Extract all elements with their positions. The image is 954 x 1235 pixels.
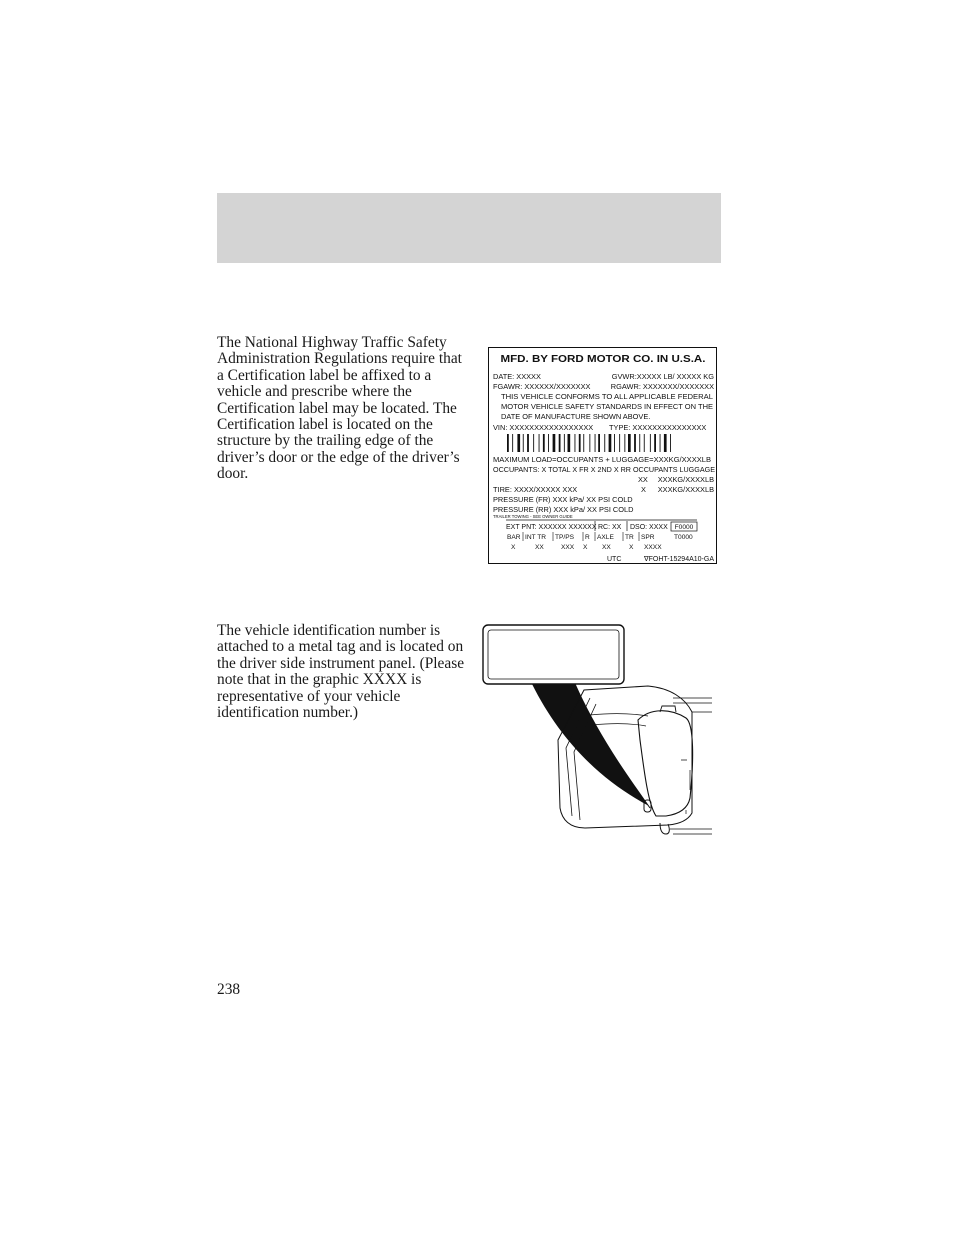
label-dso: DSO: XXXX — [630, 524, 668, 531]
barcode-bar — [609, 434, 612, 452]
label-rgawr: RGAWR: XXXXXXX/XXXXXXX — [610, 382, 714, 391]
barcode-bar — [644, 434, 645, 452]
barcode-bar — [564, 434, 565, 452]
barcode-bar — [583, 434, 584, 452]
certification-label-illustration — [488, 347, 717, 564]
barcode-bar — [604, 434, 605, 452]
barcode-bar — [664, 434, 667, 452]
code-header-3: R — [585, 534, 590, 541]
label-tire: TIRE: XXXX/XXXXX XXX — [493, 485, 578, 494]
barcode-bar — [654, 434, 656, 452]
label-code-box: F0000 — [674, 524, 694, 531]
code-value-5: X — [629, 544, 634, 551]
barcode-bar — [543, 434, 545, 452]
label-title: MFD. BY FORD MOTOR CO. IN U.S.A. — [500, 353, 706, 365]
code-value-4: XX — [602, 544, 611, 551]
code-header-5: TR — [625, 534, 634, 541]
barcode-bar — [598, 434, 600, 452]
label-max-load: MAXIMUM LOAD=OCCUPANTS + LUGGAGE=XXXKG/XXXXLB — [493, 455, 712, 464]
barcode-bar — [523, 434, 524, 452]
vin-tag-callout — [483, 625, 624, 684]
label-tire-value-1: X — [641, 485, 646, 494]
label-occupants: OCCUPANTS: X TOTAL X FR X 2ND X RR OCCUPANTS LUGGAGE — [493, 465, 716, 474]
code-value-0: X — [511, 544, 516, 551]
code-value-1: XX — [535, 544, 544, 551]
barcode-bar — [619, 434, 620, 452]
label-pressure-front: PRESSURE (FR) XXX kPa/ XX PSI COLD — [493, 495, 633, 504]
barcode-bar — [614, 434, 615, 452]
code-header-1: INT TR — [525, 534, 547, 541]
code-header-2: TP/PS — [555, 534, 575, 541]
barcode-bar — [670, 434, 671, 452]
label-barcode — [507, 434, 671, 452]
barcode-bar — [624, 434, 625, 452]
label-gvwr: GVWR:XXXXX LB/ XXXXX KG — [611, 372, 714, 381]
barcode-bar — [660, 434, 661, 452]
label-vin: VIN: XXXXXXXXXXXXXXXXX — [493, 423, 594, 432]
barcode-bar — [650, 434, 651, 452]
barcode-bar — [634, 434, 636, 452]
label-rc: RC: XX — [598, 524, 622, 531]
label-trailer-note: TRAILER TOWING - SEE OWNER GUIDE — [493, 514, 573, 519]
code-header-0: BAR — [507, 534, 521, 541]
section-header-band — [217, 193, 721, 263]
label-date: DATE: XXXXX — [493, 372, 541, 381]
barcode-bar — [517, 434, 520, 452]
barcode-bar — [559, 434, 561, 452]
label-occupant-value-2: XXXKG/XXXXLB — [657, 475, 714, 484]
barcode-bar — [527, 434, 529, 452]
label-type: TYPE: XXXXXXXXXXXXXXX — [609, 423, 707, 432]
vin-tag-illustration — [480, 620, 715, 849]
code-header-6: SPR — [641, 534, 655, 541]
callout-pointer — [532, 684, 649, 806]
barcode-bar — [553, 434, 556, 452]
page-number: 238 — [217, 981, 241, 998]
label-code-t: T0000 — [674, 534, 693, 541]
code-value-2: XXX — [561, 544, 575, 551]
vin-paragraph: The vehicle identification number is attached to a metal tag and is located on the driver side instrument panel. (Please note that in the graphic XXXX is representative of your vehicle identification number.) — [217, 622, 465, 722]
label-ext-paint: EXT PNT: XXXXXX XXXXXX — [506, 524, 597, 531]
barcode-bar — [628, 434, 631, 452]
barcode-bar — [548, 434, 549, 452]
label-occupant-value-1: XX — [638, 475, 648, 484]
certification-label-paragraph: The National Highway Traffic Safety Administration Regulations require that a Certification label be affixed to a vehicle and prescribe where the Certification label may be located. The Certification label is located on the structure by the trailing edge of the driver’s door or the edge of the driver’s door. — [217, 334, 462, 483]
label-utc: UTC — [607, 556, 622, 563]
label-conform-line-3: DATE OF MANUFACTURE SHOWN ABOVE. — [501, 412, 651, 421]
label-pressure-rear: PRESSURE (RR) XXX kPa/ XX PSI COLD — [493, 505, 634, 514]
code-value-3: X — [583, 544, 588, 551]
barcode-bar — [595, 434, 596, 452]
label-code-grid — [507, 532, 662, 551]
barcode-bar — [568, 434, 571, 452]
barcode-bar — [575, 434, 576, 452]
barcode-bar — [533, 434, 534, 452]
barcode-bar — [539, 434, 540, 452]
code-header-4: AXLE — [597, 534, 614, 541]
barcode-bar — [579, 434, 581, 452]
code-value-6: XXXX — [644, 544, 662, 551]
barcode-bar — [639, 434, 640, 452]
label-tire-value-2: XXXKG/XXXXLB — [657, 485, 714, 494]
label-conform-line-1: THIS VEHICLE CONFORMS TO ALL APPLICABLE FEDERAL — [501, 392, 713, 401]
label-conform-line-2: MOTOR VEHICLE SAFETY STANDARDS IN EFFECT ON THE — [501, 402, 714, 411]
barcode-bar — [507, 434, 509, 452]
barcode-bar — [512, 434, 513, 452]
barcode-bar — [589, 434, 590, 452]
label-fgawr: FGAWR: XXXXXX/XXXXXXX — [493, 382, 591, 391]
label-figure-id: ∇FOHT-15294A10-GA — [643, 556, 714, 563]
